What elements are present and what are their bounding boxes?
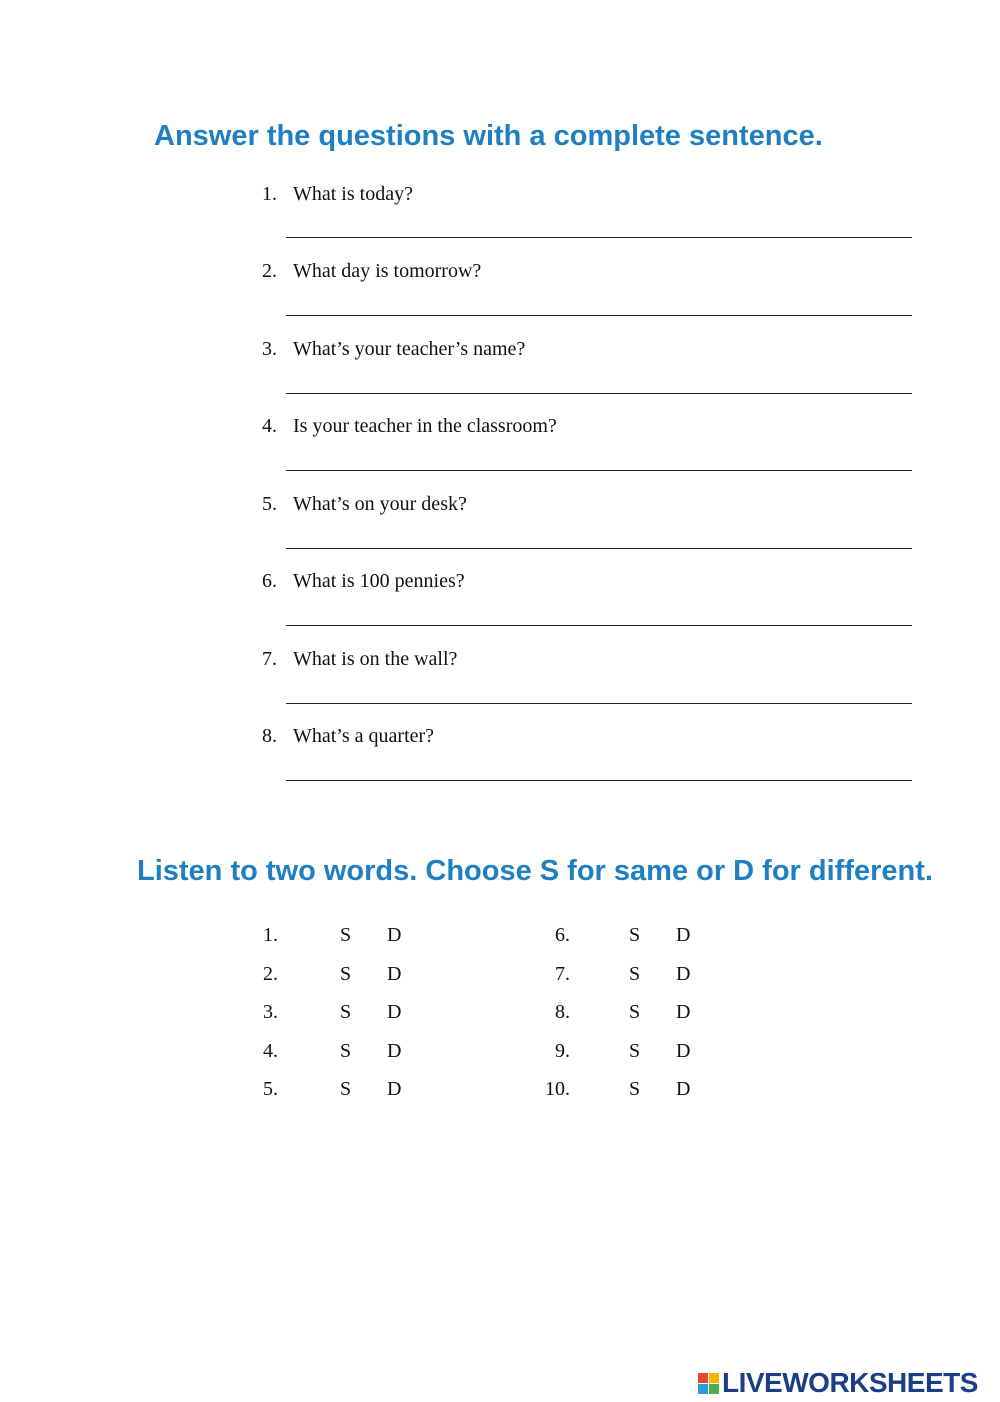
- sd-item-8: [540, 1001, 740, 1040]
- question-text: What’s your teacher’s name?: [293, 338, 526, 360]
- choice-same[interactable]: S: [340, 1078, 352, 1100]
- choice-same[interactable]: S: [340, 1039, 352, 1062]
- sd-item-6: [540, 924, 740, 963]
- sd-item-5: [262, 1078, 462, 1117]
- question-5: [262, 493, 467, 516]
- question-number: 4.: [262, 415, 277, 437]
- question-text: Is your teacher in the classroom?: [293, 415, 557, 437]
- answer-line-4[interactable]: [286, 470, 912, 471]
- item-number: 2.: [263, 962, 278, 985]
- sd-item-7: [540, 963, 740, 1002]
- question-text: What’s on your desk?: [293, 493, 467, 515]
- choice-same[interactable]: S: [629, 962, 641, 985]
- question-text: What is on the wall?: [293, 648, 458, 670]
- question-number: 3.: [262, 338, 277, 360]
- question-text: What’s a quarter?: [293, 725, 435, 747]
- item-number: 8.: [555, 1001, 570, 1023]
- answer-line-7[interactable]: [286, 703, 912, 704]
- choice-different[interactable]: D: [676, 924, 691, 946]
- question-6: [262, 570, 465, 593]
- choice-same[interactable]: S: [340, 924, 352, 946]
- choice-same[interactable]: S: [340, 962, 352, 985]
- question-2: [262, 260, 481, 283]
- question-number: 8.: [262, 725, 277, 747]
- choice-different[interactable]: D: [387, 1001, 402, 1023]
- sd-column-left: [262, 924, 462, 1117]
- choice-different[interactable]: D: [676, 1078, 691, 1100]
- item-number: 9.: [555, 1039, 570, 1062]
- question-3: [262, 338, 525, 361]
- choice-different[interactable]: D: [676, 962, 691, 985]
- question-text: What day is tomorrow?: [293, 260, 482, 282]
- sd-item-4: [262, 1040, 462, 1079]
- logo-blocks-icon: [698, 1373, 719, 1394]
- choice-different[interactable]: D: [387, 1078, 402, 1100]
- question-number: 7.: [262, 648, 277, 670]
- question-number: 1.: [262, 183, 277, 205]
- item-number: 10.: [545, 1078, 570, 1100]
- answer-line-8[interactable]: [286, 780, 912, 781]
- choice-different[interactable]: D: [676, 1001, 691, 1023]
- section2-title: Listen to two words. Choose S for same or D for different.: [137, 855, 933, 887]
- choice-different[interactable]: D: [387, 924, 402, 946]
- sd-item-10: [540, 1078, 740, 1117]
- choice-same[interactable]: S: [629, 924, 641, 946]
- sd-column-right: [540, 924, 740, 1117]
- sd-item-2: [262, 963, 462, 1002]
- choice-same[interactable]: S: [340, 1001, 352, 1023]
- choice-different[interactable]: D: [387, 1039, 402, 1062]
- question-4: [262, 415, 557, 438]
- item-number: 3.: [263, 1001, 278, 1023]
- liveworksheets-logo: [698, 1368, 978, 1398]
- item-number: 7.: [555, 962, 570, 985]
- choice-different[interactable]: D: [676, 1039, 691, 1062]
- item-number: 4.: [263, 1039, 278, 1062]
- answer-line-3[interactable]: [286, 393, 912, 394]
- question-text: What is 100 pennies?: [293, 570, 465, 592]
- choice-different[interactable]: D: [387, 962, 402, 985]
- sd-item-1: [262, 924, 462, 963]
- item-number: 1.: [263, 924, 278, 946]
- item-number: 5.: [263, 1078, 278, 1100]
- question-1: [262, 183, 413, 206]
- answer-line-6[interactable]: [286, 625, 912, 626]
- item-number: 6.: [555, 924, 570, 946]
- question-number: 6.: [262, 570, 277, 592]
- answer-line-2[interactable]: [286, 315, 912, 316]
- section1-title: Answer the questions with a complete sentence.: [154, 120, 823, 152]
- answer-line-5[interactable]: [286, 548, 912, 549]
- sd-item-9: [540, 1040, 740, 1079]
- question-7: [262, 648, 457, 671]
- choice-same[interactable]: S: [629, 1039, 641, 1062]
- choice-same[interactable]: S: [629, 1001, 641, 1023]
- answer-line-1[interactable]: [286, 237, 912, 238]
- question-8: [262, 725, 434, 748]
- logo-text: LIVEWORKSHEETS: [722, 1367, 978, 1398]
- question-number: 5.: [262, 493, 277, 515]
- choice-same[interactable]: S: [629, 1078, 641, 1100]
- sd-item-3: [262, 1001, 462, 1040]
- question-text: What is today?: [293, 183, 413, 205]
- question-number: 2.: [262, 260, 277, 282]
